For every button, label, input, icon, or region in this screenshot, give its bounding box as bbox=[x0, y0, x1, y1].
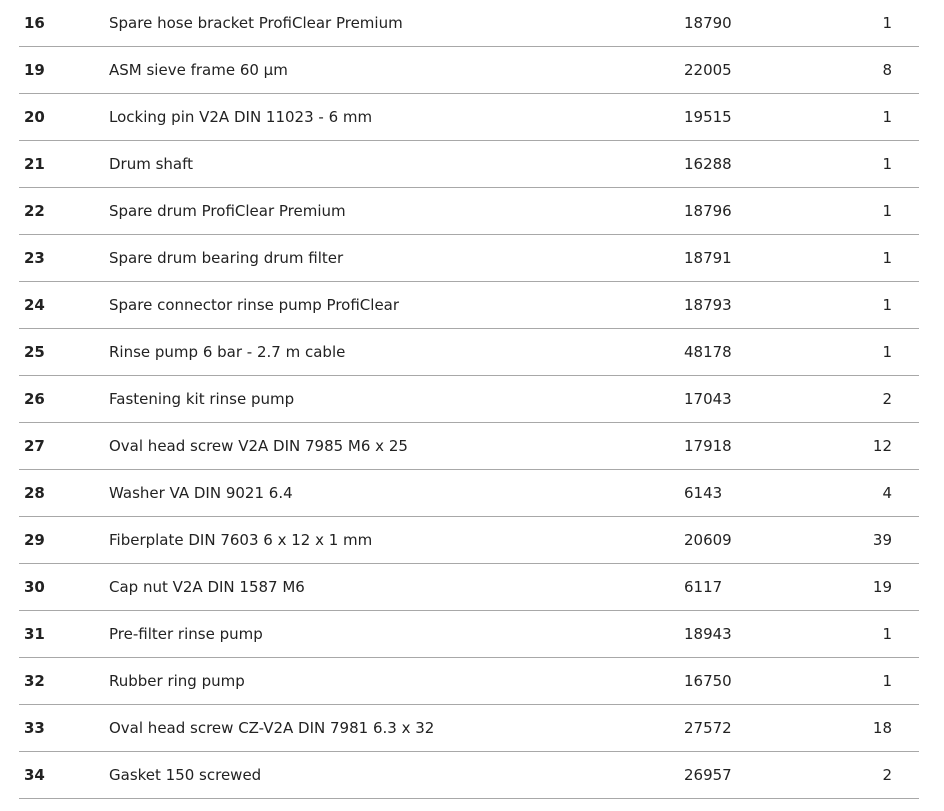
quantity: 1 bbox=[882, 296, 892, 314]
position-number: 29 bbox=[24, 531, 45, 549]
table-row bbox=[19, 376, 919, 423]
part-description: ASM sieve frame 60 µm bbox=[109, 61, 288, 79]
article-number: 6117 bbox=[684, 578, 723, 596]
part-description: Spare drum ProfiClear Premium bbox=[109, 202, 346, 220]
part-description: Spare hose bracket ProfiClear Premium bbox=[109, 14, 403, 32]
position-number: 26 bbox=[24, 390, 45, 408]
part-description: Washer VA DIN 9021 6.4 bbox=[109, 484, 293, 502]
quantity: 4 bbox=[882, 484, 892, 502]
part-description: Spare connector rinse pump ProfiClear bbox=[109, 296, 400, 314]
position-number: 30 bbox=[24, 578, 45, 596]
article-number: 17043 bbox=[684, 390, 732, 408]
table-row bbox=[19, 470, 919, 517]
position-number: 19 bbox=[24, 61, 45, 79]
article-number: 20609 bbox=[684, 531, 732, 549]
table-row bbox=[19, 141, 919, 188]
article-number: 18790 bbox=[684, 14, 732, 32]
part-description: Rubber ring pump bbox=[109, 672, 245, 690]
article-number: 6143 bbox=[684, 484, 723, 502]
table-row bbox=[19, 658, 919, 705]
position-number: 28 bbox=[24, 484, 45, 502]
part-description: Fiberplate DIN 7603 6 x 12 x 1 mm bbox=[109, 531, 373, 549]
article-number: 18943 bbox=[684, 625, 732, 643]
table-row bbox=[19, 564, 919, 611]
position-number: 16 bbox=[24, 14, 45, 32]
table-row bbox=[19, 188, 919, 235]
article-number: 16288 bbox=[684, 155, 732, 173]
quantity: 1 bbox=[882, 108, 892, 126]
position-number: 25 bbox=[24, 343, 45, 361]
table-row bbox=[19, 235, 919, 282]
position-number: 21 bbox=[24, 155, 45, 173]
quantity: 18 bbox=[872, 719, 892, 737]
part-description: Oval head screw V2A DIN 7985 M6 x 25 bbox=[109, 437, 408, 455]
part-description: Spare drum bearing drum filter bbox=[109, 249, 344, 267]
quantity: 1 bbox=[882, 672, 892, 690]
quantity: 1 bbox=[882, 343, 892, 361]
part-description: Cap nut V2A DIN 1587 M6 bbox=[109, 578, 305, 596]
quantity: 1 bbox=[882, 155, 892, 173]
table-row bbox=[19, 282, 919, 329]
quantity: 19 bbox=[872, 578, 892, 596]
table-row bbox=[19, 517, 919, 564]
position-number: 23 bbox=[24, 249, 45, 267]
article-number: 22005 bbox=[684, 61, 732, 79]
table-row bbox=[19, 94, 919, 141]
table-row bbox=[19, 752, 919, 799]
table-row bbox=[19, 47, 919, 94]
article-number: 19515 bbox=[684, 108, 732, 126]
part-description: Drum shaft bbox=[109, 155, 194, 173]
position-number: 33 bbox=[24, 719, 45, 737]
article-number: 16750 bbox=[684, 672, 732, 690]
article-number: 18796 bbox=[684, 202, 732, 220]
table-row bbox=[19, 329, 919, 376]
spare-parts-table bbox=[19, 0, 919, 799]
part-description: Pre-filter rinse pump bbox=[109, 625, 263, 643]
article-number: 26957 bbox=[684, 766, 732, 784]
article-number: 48178 bbox=[684, 343, 732, 361]
quantity: 1 bbox=[882, 202, 892, 220]
table-row bbox=[19, 611, 919, 658]
quantity: 1 bbox=[882, 14, 892, 32]
position-number: 20 bbox=[24, 108, 45, 126]
quantity: 1 bbox=[882, 249, 892, 267]
part-description: Gasket 150 screwed bbox=[109, 766, 262, 784]
position-number: 31 bbox=[24, 625, 45, 643]
position-number: 34 bbox=[24, 766, 45, 784]
quantity: 12 bbox=[872, 437, 892, 455]
quantity: 39 bbox=[872, 531, 892, 549]
part-description: Locking pin V2A DIN 11023 - 6 mm bbox=[109, 108, 373, 126]
article-number: 18791 bbox=[684, 249, 732, 267]
position-number: 24 bbox=[24, 296, 45, 314]
table-row bbox=[19, 0, 919, 47]
position-number: 22 bbox=[24, 202, 45, 220]
part-description: Oval head screw CZ-V2A DIN 7981 6.3 x 32 bbox=[109, 719, 435, 737]
part-description: Fastening kit rinse pump bbox=[109, 390, 295, 408]
table-row bbox=[19, 423, 919, 470]
article-number: 17918 bbox=[684, 437, 732, 455]
quantity: 2 bbox=[882, 390, 892, 408]
position-number: 32 bbox=[24, 672, 45, 690]
article-number: 27572 bbox=[684, 719, 732, 737]
table-row bbox=[19, 705, 919, 752]
quantity: 2 bbox=[882, 766, 892, 784]
quantity: 8 bbox=[882, 61, 892, 79]
quantity: 1 bbox=[882, 625, 892, 643]
article-number: 18793 bbox=[684, 296, 732, 314]
position-number: 27 bbox=[24, 437, 45, 455]
part-description: Rinse pump 6 bar - 2.7 m cable bbox=[109, 343, 346, 361]
